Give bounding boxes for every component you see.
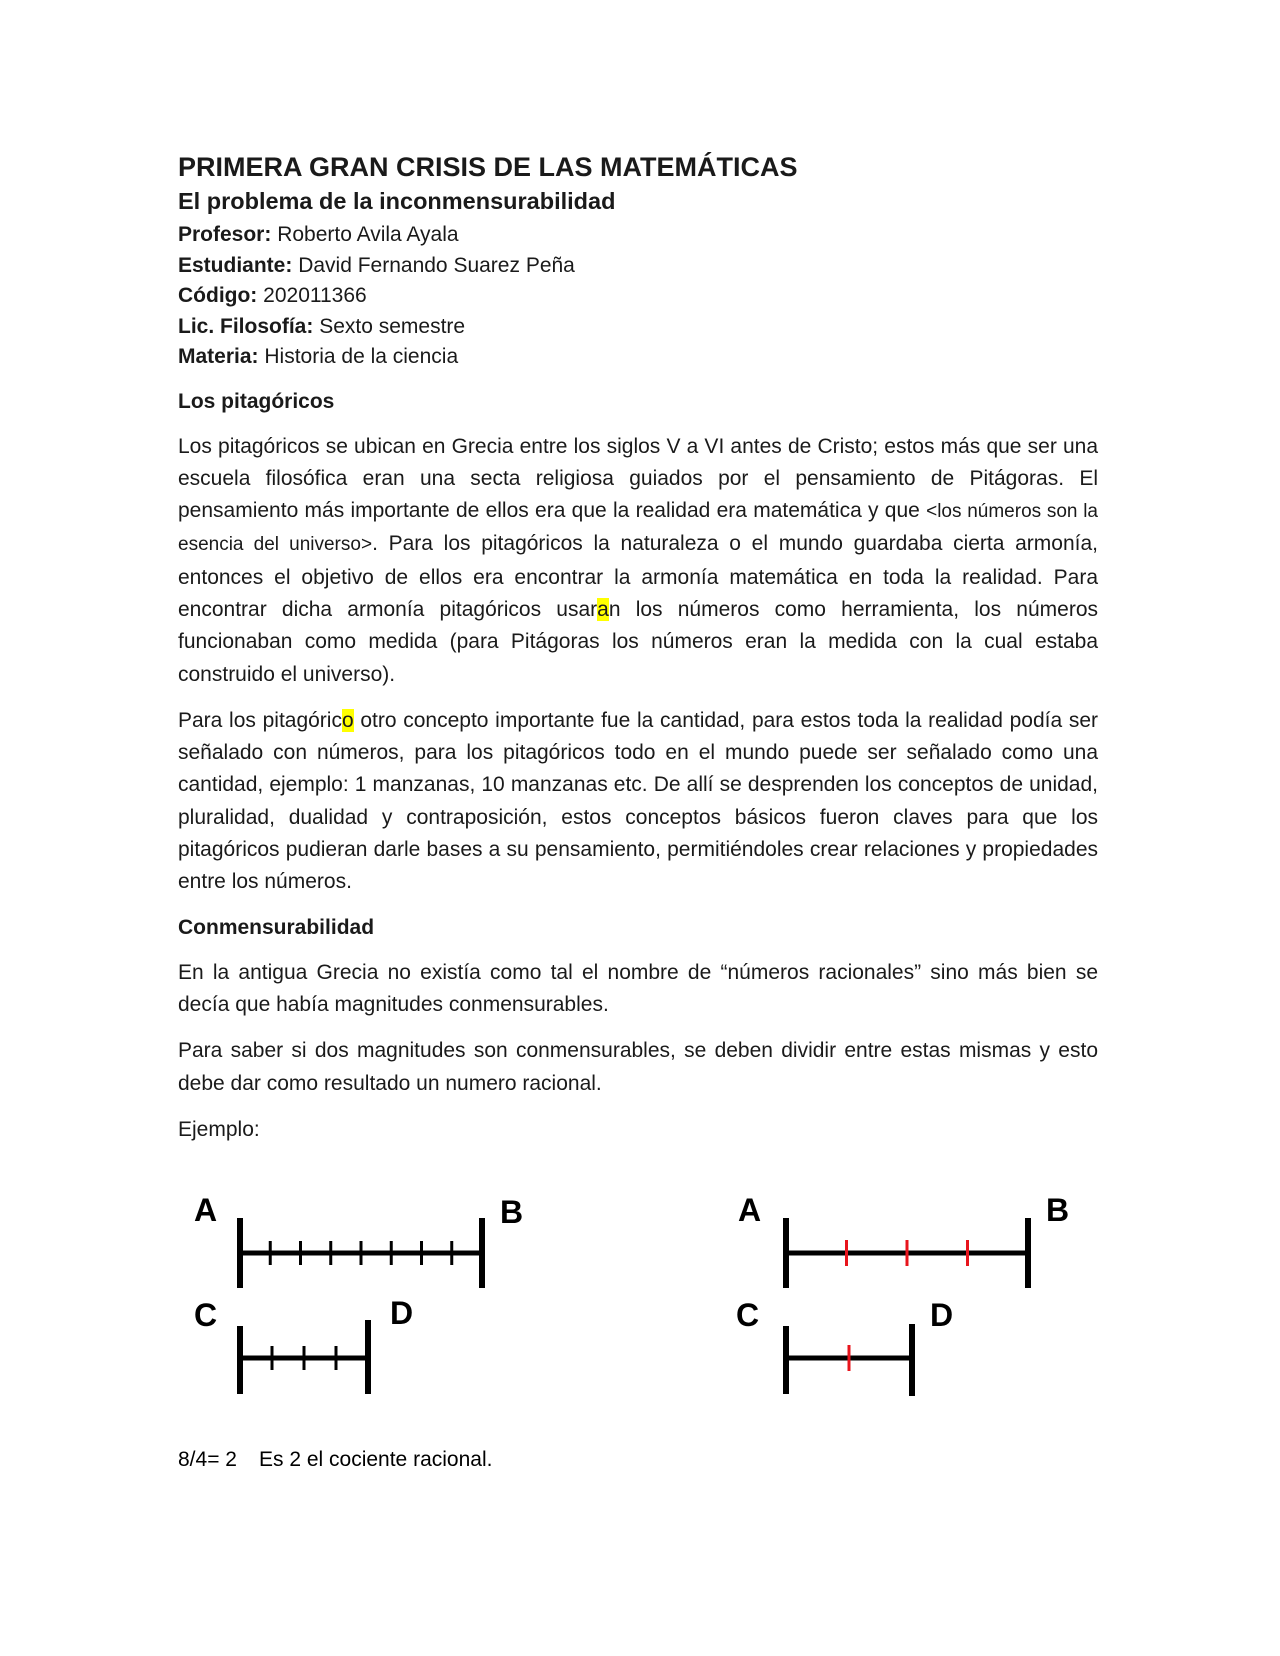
meta-code: Código: 202011366 [178,284,367,307]
quote-text: <los números son la esencia del universo> [178,501,1098,556]
meta-professor: Profesor: Roberto Avila Ayala [178,223,459,246]
result-equation: 8/4= 2 [178,1448,237,1471]
result-text: Es 2 el cociente racional. [258,1448,493,1471]
segments-diagram [178,1188,1098,1428]
example-label: Ejemplo: [178,1117,260,1141]
label-a-right: A [738,1192,762,1228]
label-c-left: C [194,1297,218,1333]
paragraph-pitagoricos-2: Para los pitagórico otro concepto importante fue la cantidad, para estos toda la realidad podía ser señalado con números, para los pitagóricos todo en el mundo puede ser señalado como una cantidad, ejemplo: 1 manzanas, 10 manzanas etc. De allí se desprenden los conceptos de unidad, pluralidad, dualidad y contraposición, estos conceptos básicos fueron claves para que los pitagóricos pudieran darle bases a su pensamiento, permitiéndoles crear relaciones y propiedades entre los números. [178,708,1099,894]
highlighted-text: a [597,597,609,621]
paragraph-conmensurabilidad-2: Para saber si dos magnitudes son conmensurables, se deben dividir entre estas mismas y esto debe dar como resultado un numero racional. [178,1039,1098,1095]
meta-subject: Materia: Historia de la ciencia [178,345,459,368]
document-subtitle: El problema de la inconmensurabilidad [178,188,616,214]
document-page [178,150,1098,1146]
segments-figure [178,1188,1098,1428]
label-b-left: B [500,1194,524,1230]
label-c-right: C [736,1297,760,1333]
left-diagram [194,1192,523,1394]
section-heading-conmensurabilidad: Conmensurabilidad [178,915,375,939]
label-a-left: A [194,1192,218,1228]
label-d-right: D [930,1297,954,1333]
label-d-left: D [390,1295,414,1331]
meta-program: Lic. Filosofía: Sexto semestre [178,314,466,338]
meta-block [178,220,1098,373]
section-heading-pitagoricos: Los pitagóricos [178,389,335,413]
highlighted-text: o [341,708,354,732]
right-diagram [736,1192,1069,1396]
meta-student: Estudiante: David Fernando Suarez Peña [178,253,575,277]
paragraph-pitagoricos-1: Los pitagóricos se ubican en Grecia entre los siglos V a VI antes de Cristo; estos más que ser una escuela filosófica eran una secta religiosa guiados por el pensamiento de Pitágoras. El pensamiento más importante de ellos era que la realidad era matemática y que <los números son la esencia del universo>. Para los pitagóricos la naturaleza o el mundo guardaba cierta armonía, entonces el objetivo de ellos era encontrar la armonía matemática en toda la realidad. Para encontrar dicha armonía pitagóricos usaran los números como herramienta, los números funcionaban como medida (para Pitágoras los números eran la medida con la cual estaba construido el universo). [178,434,1098,686]
result-line [178,1448,492,1472]
document-title: PRIMERA GRAN CRISIS DE LAS MATEMÁTICAS [178,152,798,182]
label-b-right: B [1046,1192,1070,1228]
paragraph-conmensurabilidad-1: En la antigua Grecia no existía como tal el nombre de “números racionales” sino más bien se decía que había magnitudes conmensurables. [178,960,1098,1016]
